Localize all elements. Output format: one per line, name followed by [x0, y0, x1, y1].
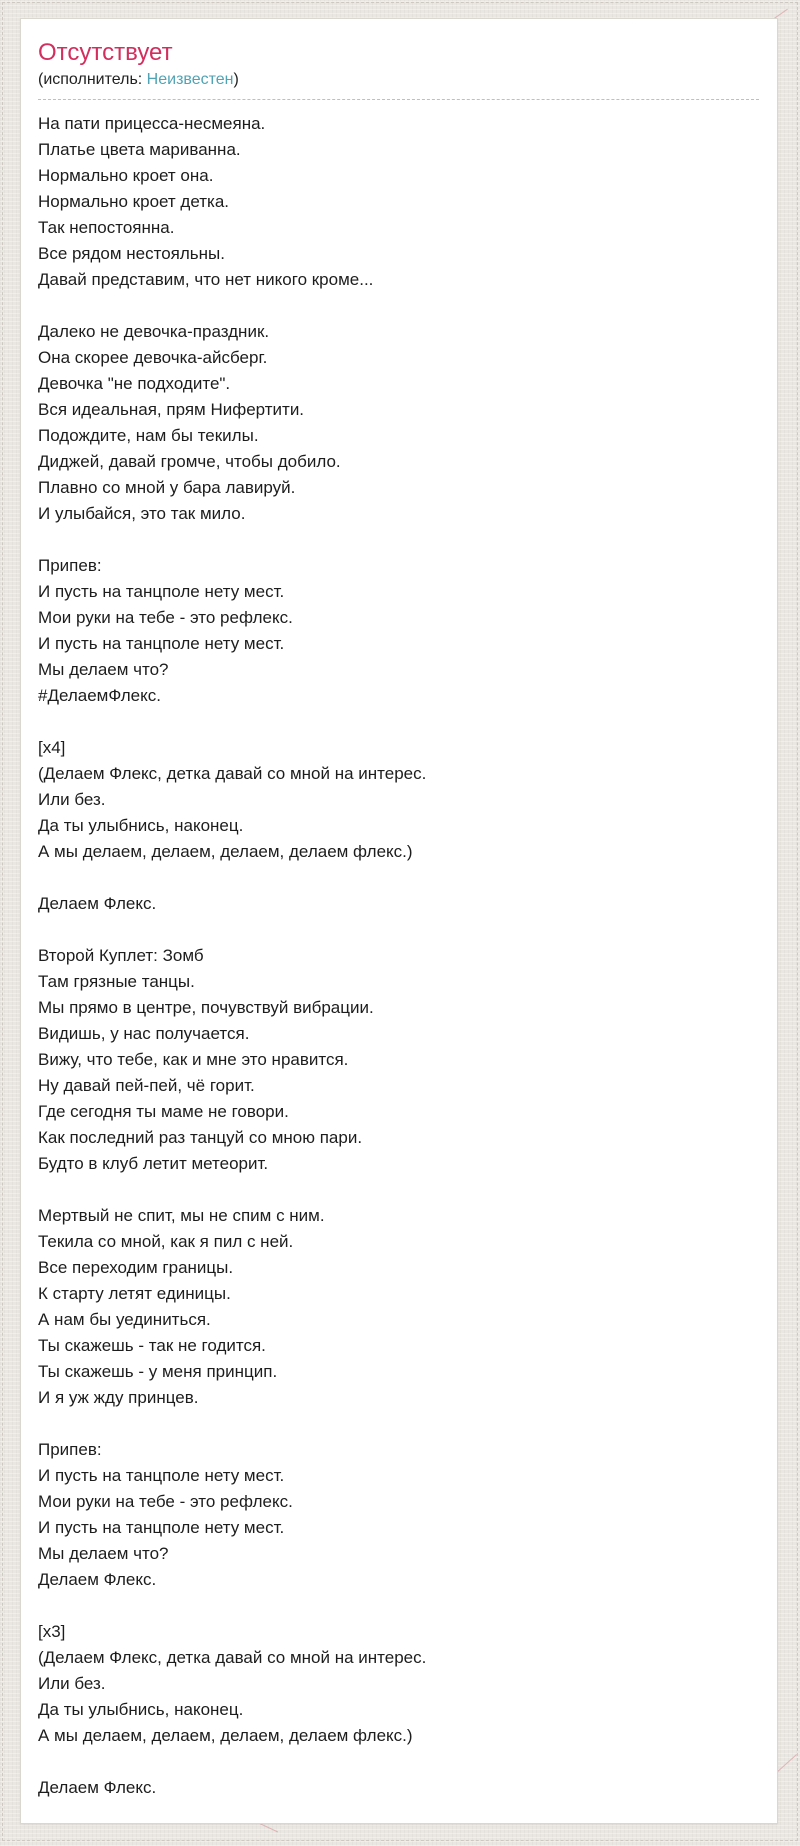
lyrics-line: Так непостоянна.	[38, 218, 175, 237]
lyrics-line: Все переходим границы.	[38, 1258, 234, 1277]
lyrics-line: Девочка "не подходите".	[38, 374, 231, 393]
lyrics-line: Да ты улыбнись, наконец.	[38, 816, 244, 835]
lyrics-line: Платье цвета мариванна.	[38, 140, 241, 159]
lyrics-line: Нормально кроет она.	[38, 166, 214, 185]
lyrics-line: А нам бы уединиться.	[38, 1310, 211, 1329]
lyrics-line: Как последний раз танцуй со мною пари.	[38, 1128, 363, 1147]
lyrics-text	[38, 111, 759, 1801]
lyrics-line: Или без.	[38, 1674, 106, 1693]
lyrics-line: Ну давай пей-пей, чё горит.	[38, 1076, 255, 1095]
song-title-link[interactable]: Отсутствует	[38, 39, 173, 66]
artist-line	[38, 70, 759, 100]
lyrics-stanza	[38, 319, 759, 527]
lyrics-line: Вся идеальная, прям Нифертити.	[38, 400, 305, 419]
lyrics-line: А мы делаем, делаем, делаем, делаем флекс.)	[38, 842, 413, 861]
lyrics-line: Диджей, давай громче, чтобы добило.	[38, 452, 341, 471]
lyrics-stanza	[38, 891, 759, 917]
lyrics-line: Будто в клуб летит метеорит.	[38, 1154, 269, 1173]
lyrics-line: И пусть на танцполе нету мест.	[38, 582, 285, 601]
lyrics-line: Или без.	[38, 790, 106, 809]
artist-prefix-text: (исполнитель:	[38, 71, 147, 88]
lyrics-line: Нормально кроет детка.	[38, 192, 230, 211]
lyrics-line: Мои руки на тебе - это рефлекс.	[38, 1492, 293, 1511]
lyrics-line: [x4]	[38, 738, 66, 757]
lyrics-line: Припев:	[38, 556, 102, 575]
lyrics-line: Мы прямо в центре, почувствуй вибрации.	[38, 998, 374, 1017]
lyrics-stanza	[38, 1437, 759, 1593]
lyrics-line: Подождите, нам бы текилы.	[38, 426, 259, 445]
lyrics-stanza	[38, 553, 759, 709]
lyrics-line: Мы делаем что?	[38, 660, 169, 679]
lyrics-line: Где сегодня ты маме не говори.	[38, 1102, 289, 1121]
lyrics-line: Ты скажешь - так не годится.	[38, 1336, 266, 1355]
lyrics-line: И пусть на танцполе нету мест.	[38, 1518, 285, 1537]
artist-link[interactable]: Неизвестен	[146, 71, 234, 88]
lyrics-line: Делаем Флекс.	[38, 1778, 157, 1797]
lyrics-line: На пати прицесса-несмеяна.	[38, 114, 266, 133]
lyrics-line: И я уж жду принцев.	[38, 1388, 199, 1407]
lyrics-line: Ты скажешь - у меня принцип.	[38, 1362, 278, 1381]
lyrics-line: Делаем Флекс.	[38, 1570, 157, 1589]
lyrics-line: Делаем Флекс.	[38, 894, 157, 913]
lyrics-line: И пусть на танцполе нету мест.	[38, 634, 285, 653]
lyrics-line: Мои руки на тебе - это рефлекс.	[38, 608, 293, 627]
artist-suffix-text: )	[233, 71, 239, 88]
lyrics-card	[20, 18, 778, 1824]
lyrics-line: Мертвый не спит, мы не спим с ним.	[38, 1206, 325, 1225]
lyrics-line: (Делаем Флекс, детка давай со мной на интерес.	[38, 764, 427, 783]
lyrics-line: А мы делаем, делаем, делаем, делаем флекс.)	[38, 1726, 413, 1745]
lyrics-stanza	[38, 1619, 759, 1749]
lyrics-line: [x3]	[38, 1622, 66, 1641]
lyrics-stanza	[38, 943, 759, 1177]
lyrics-line: Мы делаем что?	[38, 1544, 169, 1563]
lyrics-line: Далеко не девочка-праздник.	[38, 322, 270, 341]
lyrics-stanza	[38, 1775, 759, 1801]
lyrics-line: Все рядом нестояльны.	[38, 244, 225, 263]
lyrics-line: (Делаем Флекс, детка давай со мной на интерес.	[38, 1648, 427, 1667]
lyrics-line: Текила со мной, как я пил с ней.	[38, 1232, 294, 1251]
lyrics-line: Она скорее девочка-айсберг.	[38, 348, 268, 367]
lyrics-line: И пусть на танцполе нету мест.	[38, 1466, 285, 1485]
lyrics-line: Видишь, у нас получается.	[38, 1024, 250, 1043]
lyrics-line: И улыбайся, это так мило.	[38, 504, 246, 523]
lyrics-line: К старту летят единицы.	[38, 1284, 231, 1303]
lyrics-line: Второй Куплет: Зомб	[38, 946, 204, 965]
lyrics-line: Давай представим, что нет никого кроме...	[38, 270, 374, 289]
lyrics-line: Плавно со мной у бара лавируй.	[38, 478, 296, 497]
lyrics-line: Припев:	[38, 1440, 102, 1459]
lyrics-stanza	[38, 735, 759, 865]
lyrics-stanza	[38, 111, 759, 293]
lyrics-line: #ДелаемФлекс.	[38, 686, 161, 705]
lyrics-stanza	[38, 1203, 759, 1411]
lyrics-line: Да ты улыбнись, наконец.	[38, 1700, 244, 1719]
lyrics-line: Там грязные танцы.	[38, 972, 195, 991]
lyrics-line: Вижу, что тебе, как и мне это нравится.	[38, 1050, 349, 1069]
